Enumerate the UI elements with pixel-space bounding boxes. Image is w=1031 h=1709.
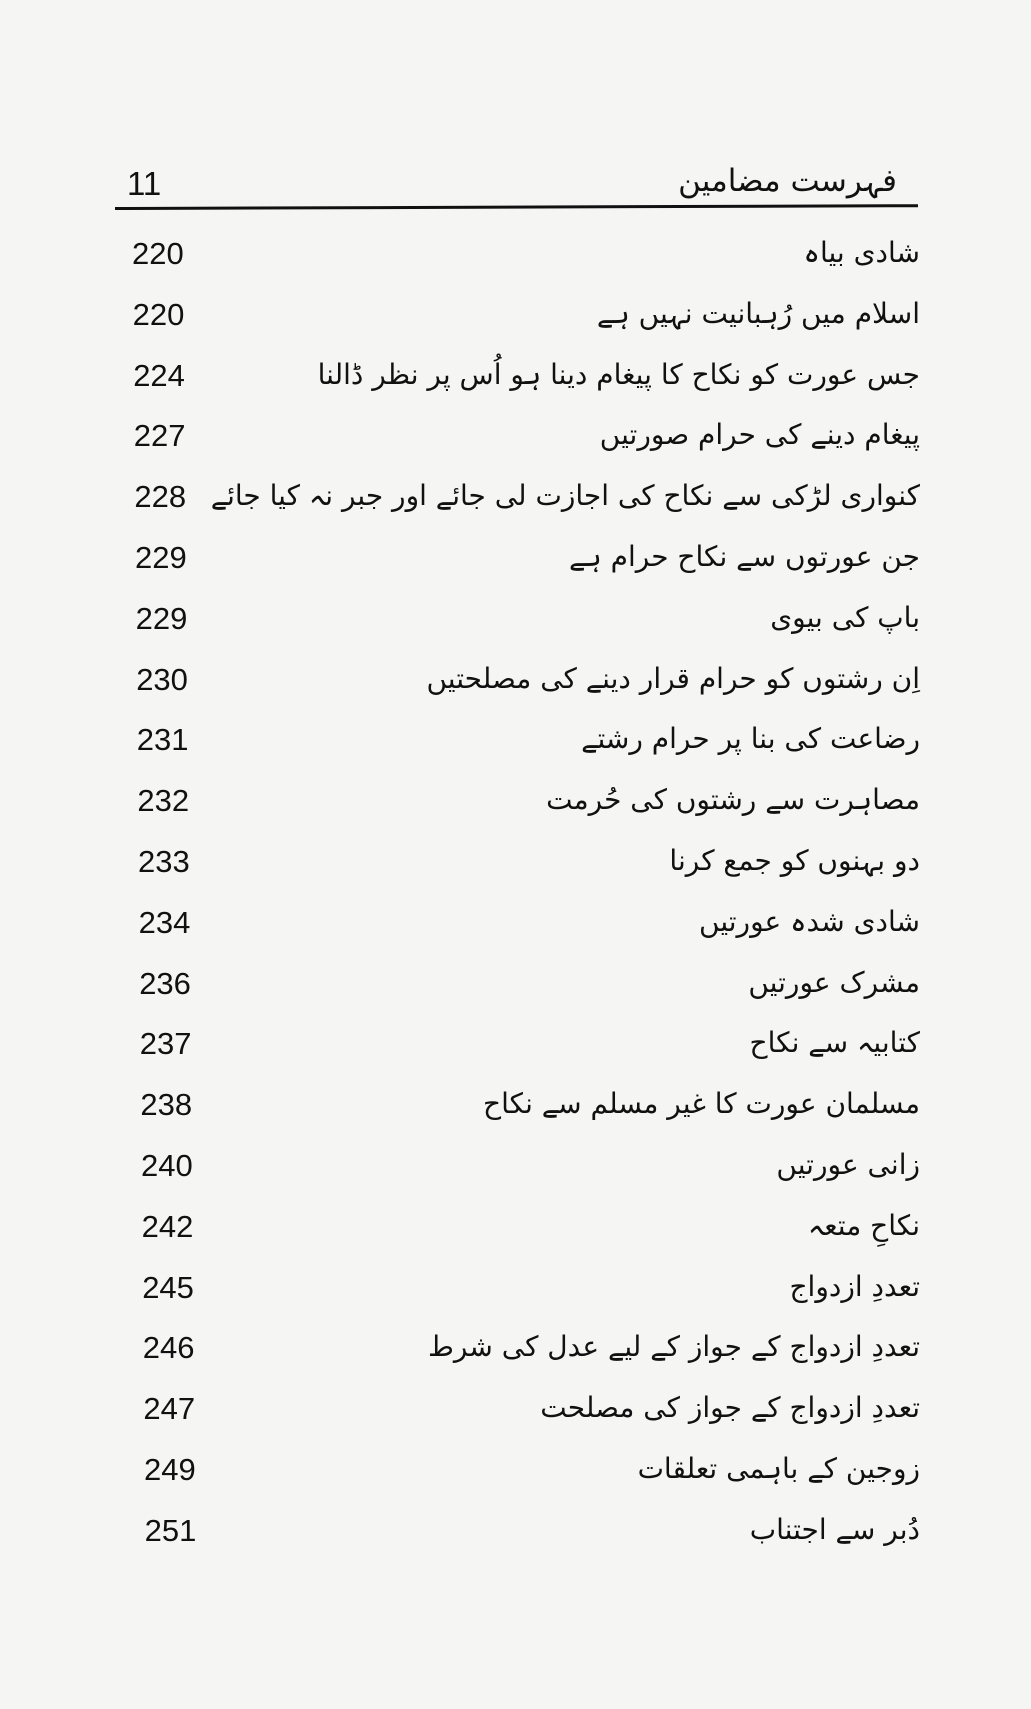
toc-entry-title: زوجین کے باہمی تعلقات [637,1451,920,1485]
toc-entry [127,962,920,1023]
toc-entry-page: 245 [142,1269,194,1305]
toc-entry [129,1144,920,1205]
toc-entry-title: پیغام دینے کی حرام صورتیں [599,418,920,452]
toc-entry-page: 224 [133,357,185,393]
running-title: فہرست مضامین [678,163,897,199]
toc-entry-page: 233 [138,843,190,879]
toc-entry [125,718,920,779]
toc-entry-page: 228 [134,479,187,515]
toc-entry-title: کنواری لڑکی سے نکاح کی اجازت لی جائے اور جبر نہ کیا جائے [210,479,920,513]
toc-entry [130,1266,920,1327]
toc-entry [125,779,920,840]
toc-entry-title: شادی شدہ عورتیں [699,904,920,938]
toc-entry [130,1205,920,1266]
toc-entry-title: مسلمان عورت کا غیر مسلم سے نکاح [483,1087,920,1121]
toc-entry [126,840,920,901]
toc-entry-page: 231 [136,722,189,758]
toc-entry [128,1022,920,1083]
toc-entry-page: 229 [135,539,187,575]
toc-entry-page: 251 [144,1512,197,1548]
toc-entry-title: شادی بیاہ [803,236,920,269]
toc-entry [123,536,920,597]
toc-entry-page: 220 [132,236,184,271]
toc-entry-title: جن عورتوں سے نکاح حرام ہے [568,539,920,573]
toc-entry [131,1326,920,1387]
toc-entry [127,901,920,962]
toc-entry [124,597,920,658]
toc-entry-page: 234 [138,904,191,940]
toc-entry-page: 230 [136,661,188,697]
toc-entry [121,293,920,354]
toc-entry-page: 249 [144,1451,196,1487]
toc-entry [128,1083,920,1144]
toc-entry-title: دُبر سے اجتناب [749,1512,920,1546]
toc-entry-title: جس عورت کو نکاح کا پیغام دینا ہو اُس پر نظر ڈالنا [317,357,920,391]
toc-entry-title: اسلام میں رُہبانیت نہیں ہے [596,296,920,330]
toc-entry-title: کتابیہ سے نکاح [749,1026,920,1060]
toc-entry-title: مصاہرت سے رشتوں کی حُرمت [546,783,920,817]
toc-entry [131,1387,920,1448]
toc-entry-title: رضاعت کی بنا پر حرام رشتے [581,722,920,756]
toc-entry-page: 236 [139,965,191,1001]
toc-entry-page: 237 [139,1026,192,1062]
toc-entry [122,414,920,475]
toc-entry-page: 240 [141,1147,193,1183]
toc-entry-page: 229 [135,600,188,636]
toc-entry-title: زانی عورتیں [776,1147,920,1181]
toc-entry-title: دو بہنوں کو جمع کرنا [669,843,920,877]
toc-entry-title: تعددِ ازدواج کے جواز کے لیے عدل کی شرط [428,1330,920,1364]
toc-entry-page: 220 [132,296,185,332]
toc-entry-page: 247 [143,1391,196,1427]
toc-entry-page: 238 [140,1087,193,1123]
table-of-contents [120,232,920,1570]
toc-entry-page: 242 [141,1208,194,1244]
toc-entry-page: 232 [137,783,190,819]
toc-entry-title: باپ کی بیوی [770,600,920,634]
toc-entry [121,354,920,415]
toc-entry [133,1509,920,1570]
toc-entry-title: نکاحِ متعہ [807,1208,920,1242]
toc-entry-title: تعددِ ازدواج [789,1269,920,1303]
toc-entry-page: 227 [133,418,186,454]
toc-entry-title: مشرک عورتیں [748,965,920,999]
toc-entry [120,232,920,293]
toc-entry-page: 246 [142,1330,195,1366]
toc-entry [132,1448,920,1509]
toc-entry-title: تعددِ ازدواج کے جواز کی مصلحت [540,1391,920,1425]
toc-entry-title: اِن رشتوں کو حرام قرار دینے کی مصلحتیں [426,661,920,695]
page-number: 11 [127,165,162,202]
toc-entry [122,475,920,536]
toc-entry [124,658,920,719]
